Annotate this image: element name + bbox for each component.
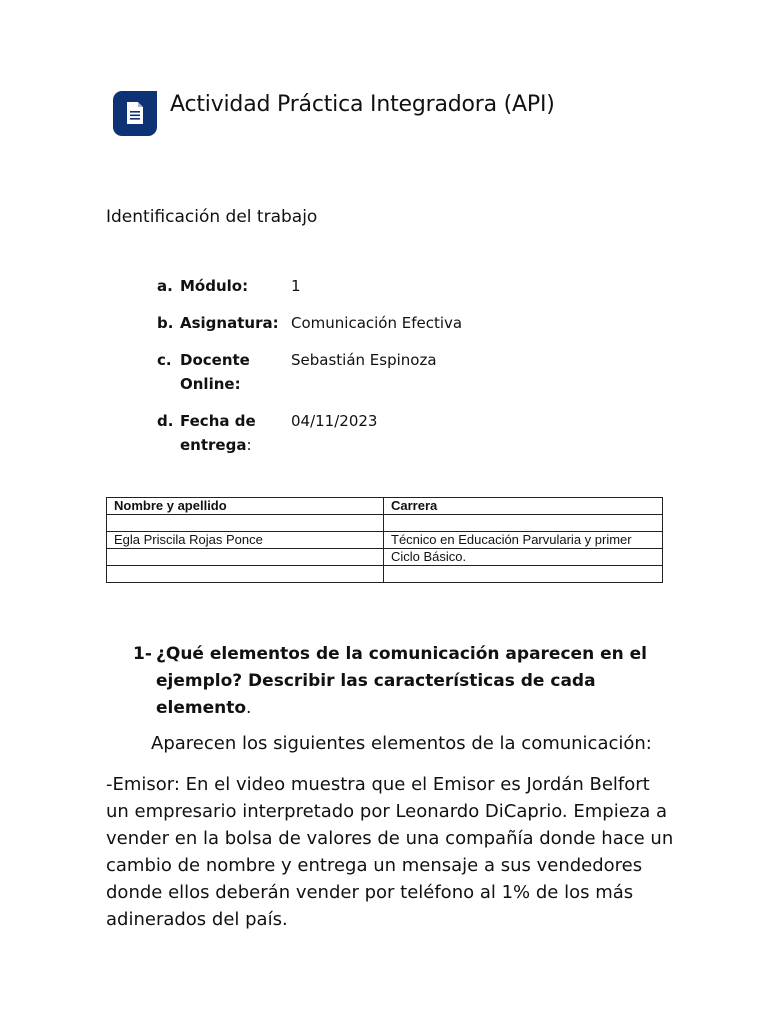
info-value: 04/11/2023 <box>291 412 378 430</box>
table-header-cell: Carrera <box>384 498 663 515</box>
info-letter: c. <box>157 351 172 369</box>
table-header-row <box>107 498 663 515</box>
info-value: Sebastián Espinoza <box>291 351 437 369</box>
table-cell <box>107 515 384 532</box>
answer-intro: Aparecen los siguientes elementos de la comunicación: <box>151 733 652 754</box>
table-row <box>107 515 663 532</box>
info-value: Comunicación Efectiva <box>291 314 463 332</box>
table-row <box>107 566 663 583</box>
info-letter: d. <box>157 412 174 430</box>
page-title: Actividad Práctica Integradora (API) <box>170 92 555 117</box>
table-cell <box>107 549 384 566</box>
table-cell: Ciclo Básico. <box>384 549 663 566</box>
info-label: Asignatura: <box>180 314 279 332</box>
info-letter: b. <box>157 314 174 332</box>
table-row <box>107 532 663 549</box>
document-icon <box>113 91 157 136</box>
section-heading: Identificación del trabajo <box>106 207 318 227</box>
info-value: 1 <box>291 277 301 295</box>
info-letter: a. <box>157 277 173 295</box>
table-cell <box>107 566 384 583</box>
table-cell <box>384 515 663 532</box>
student-table <box>106 497 663 583</box>
info-label: Docente Online: <box>180 351 250 393</box>
table-header-cell: Nombre y apellido <box>107 498 384 515</box>
table-row <box>107 549 663 566</box>
info-label: Fecha de entrega: <box>180 412 256 454</box>
question-number: 1- <box>133 644 152 664</box>
table-cell: Técnico en Educación Parvularia y primer <box>384 532 663 549</box>
table-cell: Egla Priscila Rojas Ponce <box>107 532 384 549</box>
answer-paragraph: -Emisor: En el video muestra que el Emisor es Jordán Belfort un empresario interpretado por Leonardo DiCaprio. Empieza a vender en la bolsa de valores de una compañía donde hace un cambio de nombre y entrega un mensaje a sus vendedores donde ellos deberán vender por teléfono al 1% de los más adinerados del país. <box>106 774 674 930</box>
question-text: ¿Qué elementos de la comunicación aparecen en el ejemplo? Describir las características de cada elemento. <box>156 644 647 718</box>
info-label: Módulo: <box>180 277 249 295</box>
table-cell <box>384 566 663 583</box>
